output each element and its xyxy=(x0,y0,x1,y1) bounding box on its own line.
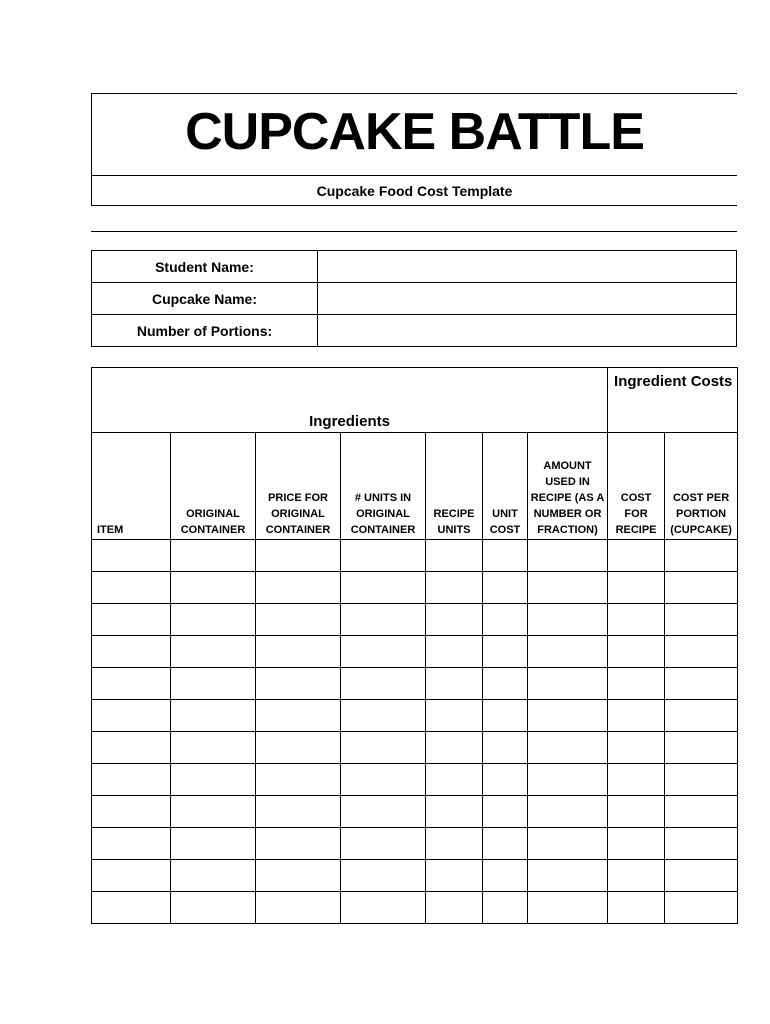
table-cell[interactable] xyxy=(171,732,256,764)
table-cell[interactable] xyxy=(528,828,608,860)
divider xyxy=(91,231,737,232)
table-cell[interactable] xyxy=(665,860,738,892)
table-cell[interactable] xyxy=(528,572,608,604)
column-header-row xyxy=(92,433,738,540)
table-cell[interactable] xyxy=(171,892,256,924)
table-cell[interactable] xyxy=(528,732,608,764)
table-cell[interactable] xyxy=(426,604,483,636)
table-cell[interactable] xyxy=(528,892,608,924)
table-cell[interactable] xyxy=(341,892,426,924)
table-cell[interactable] xyxy=(483,892,528,924)
table-cell[interactable] xyxy=(608,732,665,764)
table-cell[interactable] xyxy=(171,604,256,636)
table-cell[interactable] xyxy=(171,860,256,892)
table-cell[interactable] xyxy=(92,636,171,668)
table-row xyxy=(92,668,738,700)
table-cell[interactable] xyxy=(171,668,256,700)
table-cell[interactable] xyxy=(608,764,665,796)
table-cell[interactable] xyxy=(341,700,426,732)
col-header-cost-per-portion: COST PER PORTION (CUPCAKE) xyxy=(665,433,738,540)
table-cell[interactable] xyxy=(528,860,608,892)
subtitle-box xyxy=(91,176,737,206)
table-cell[interactable] xyxy=(426,668,483,700)
table-cell[interactable] xyxy=(256,732,341,764)
table-cell[interactable] xyxy=(341,764,426,796)
table-cell[interactable] xyxy=(341,572,426,604)
group-header-row xyxy=(92,368,738,433)
table-cell[interactable] xyxy=(426,860,483,892)
table-cell[interactable] xyxy=(92,540,171,572)
table-cell[interactable] xyxy=(665,796,738,828)
table-cell[interactable] xyxy=(426,572,483,604)
table-cell[interactable] xyxy=(608,796,665,828)
table-cell[interactable] xyxy=(92,892,171,924)
table-cell[interactable] xyxy=(608,636,665,668)
portions-row xyxy=(92,315,737,347)
table-cell[interactable] xyxy=(665,732,738,764)
table-cell[interactable] xyxy=(256,796,341,828)
table-cell[interactable] xyxy=(341,668,426,700)
table-cell[interactable] xyxy=(483,700,528,732)
table-cell[interactable] xyxy=(528,764,608,796)
table-cell[interactable] xyxy=(426,540,483,572)
ingredient-cost-table xyxy=(91,367,738,924)
cupcake-name-field[interactable] xyxy=(318,283,737,315)
table-cell[interactable] xyxy=(608,892,665,924)
title-box xyxy=(91,93,737,176)
table-cell[interactable] xyxy=(665,764,738,796)
table-cell[interactable] xyxy=(528,540,608,572)
table-cell[interactable] xyxy=(171,796,256,828)
table-row xyxy=(92,796,738,828)
table-cell[interactable] xyxy=(171,828,256,860)
table-cell[interactable] xyxy=(426,796,483,828)
table-cell[interactable] xyxy=(256,668,341,700)
table-cell[interactable] xyxy=(92,860,171,892)
table-cell[interactable] xyxy=(483,636,528,668)
portions-label: Number of Portions: xyxy=(92,315,318,347)
cupcake-name-label: Cupcake Name: xyxy=(92,283,318,315)
table-cell[interactable] xyxy=(256,700,341,732)
table-cell[interactable] xyxy=(92,700,171,732)
col-header-recipe-units: RECIPE UNITS xyxy=(426,433,483,540)
ingredients-heading: Ingredients xyxy=(92,368,608,433)
table-cell[interactable] xyxy=(256,860,341,892)
table-cell[interactable] xyxy=(256,636,341,668)
page-title: CUPCAKE BATTLE xyxy=(185,103,644,161)
col-header-original-container: ORIGINAL CONTAINER xyxy=(171,433,256,540)
table-cell[interactable] xyxy=(608,604,665,636)
col-header-cost-for-recipe: COST FOR RECIPE xyxy=(608,433,665,540)
student-name-field[interactable] xyxy=(318,251,737,283)
table-cell[interactable] xyxy=(608,668,665,700)
table-cell[interactable] xyxy=(256,604,341,636)
student-name-label: Student Name: xyxy=(92,251,318,283)
table-cell[interactable] xyxy=(426,732,483,764)
table-cell[interactable] xyxy=(608,828,665,860)
table-cell[interactable] xyxy=(256,572,341,604)
table-cell[interactable] xyxy=(665,572,738,604)
table-row xyxy=(92,860,738,892)
table-cell[interactable] xyxy=(528,668,608,700)
table-cell[interactable] xyxy=(92,732,171,764)
table-cell[interactable] xyxy=(341,540,426,572)
portions-field[interactable] xyxy=(318,315,737,347)
table-row xyxy=(92,892,738,924)
table-cell[interactable] xyxy=(426,892,483,924)
table-cell[interactable] xyxy=(608,572,665,604)
table-cell[interactable] xyxy=(256,828,341,860)
table-cell[interactable] xyxy=(171,540,256,572)
table-cell[interactable] xyxy=(528,700,608,732)
table-cell[interactable] xyxy=(665,892,738,924)
table-cell[interactable] xyxy=(341,860,426,892)
table-cell[interactable] xyxy=(171,636,256,668)
student-info-table xyxy=(91,250,737,347)
table-cell[interactable] xyxy=(341,796,426,828)
table-cell[interactable] xyxy=(92,572,171,604)
table-cell[interactable] xyxy=(92,604,171,636)
table-row xyxy=(92,828,738,860)
table-cell[interactable] xyxy=(665,668,738,700)
table-cell[interactable] xyxy=(528,796,608,828)
col-header-units: # UNITS IN ORIGINAL CONTAINER xyxy=(341,433,426,540)
table-cell[interactable] xyxy=(426,764,483,796)
table-cell[interactable] xyxy=(608,540,665,572)
table-row xyxy=(92,636,738,668)
table-cell[interactable] xyxy=(426,828,483,860)
table-cell[interactable] xyxy=(483,860,528,892)
table-row xyxy=(92,764,738,796)
table-cell[interactable] xyxy=(608,700,665,732)
cupcake-name-row xyxy=(92,283,737,315)
table-cell[interactable] xyxy=(171,764,256,796)
table-cell[interactable] xyxy=(483,764,528,796)
table-cell[interactable] xyxy=(341,828,426,860)
table-cell[interactable] xyxy=(92,796,171,828)
table-cell[interactable] xyxy=(341,732,426,764)
table-cell[interactable] xyxy=(92,668,171,700)
table-cell[interactable] xyxy=(665,700,738,732)
table-row xyxy=(92,572,738,604)
table-cell[interactable] xyxy=(341,604,426,636)
table-row xyxy=(92,732,738,764)
table-cell[interactable] xyxy=(171,700,256,732)
table-cell[interactable] xyxy=(483,540,528,572)
table-row xyxy=(92,604,738,636)
col-header-unit-cost: UNIT COST xyxy=(483,433,528,540)
table-cell[interactable] xyxy=(665,828,738,860)
table-cell[interactable] xyxy=(665,604,738,636)
table-cell[interactable] xyxy=(426,636,483,668)
table-cell[interactable] xyxy=(92,764,171,796)
table-cell[interactable] xyxy=(483,572,528,604)
table-cell[interactable] xyxy=(483,828,528,860)
table-cell[interactable] xyxy=(256,892,341,924)
table-cell[interactable] xyxy=(528,604,608,636)
table-cell[interactable] xyxy=(528,636,608,668)
table-cell[interactable] xyxy=(426,700,483,732)
table-cell[interactable] xyxy=(341,636,426,668)
table-cell[interactable] xyxy=(608,860,665,892)
table-cell[interactable] xyxy=(256,764,341,796)
col-header-item: ITEM xyxy=(92,433,171,540)
table-cell[interactable] xyxy=(483,732,528,764)
table-cell[interactable] xyxy=(665,636,738,668)
page-subtitle: Cupcake Food Cost Template xyxy=(316,183,513,199)
table-cell[interactable] xyxy=(483,796,528,828)
table-cell[interactable] xyxy=(92,828,171,860)
ingredient-costs-heading: Ingredient Costs xyxy=(608,368,738,433)
table-cell[interactable] xyxy=(483,604,528,636)
table-row xyxy=(92,700,738,732)
col-header-amount-used: AMOUNT USED IN RECIPE (AS A NUMBER OR FRACTION) xyxy=(528,433,608,540)
table-cell[interactable] xyxy=(171,572,256,604)
table-cell[interactable] xyxy=(483,668,528,700)
student-name-row xyxy=(92,251,737,283)
col-header-price: PRICE FOR ORIGINAL CONTAINER xyxy=(256,433,341,540)
table-row xyxy=(92,540,738,572)
table-cell[interactable] xyxy=(256,540,341,572)
table-cell[interactable] xyxy=(665,540,738,572)
